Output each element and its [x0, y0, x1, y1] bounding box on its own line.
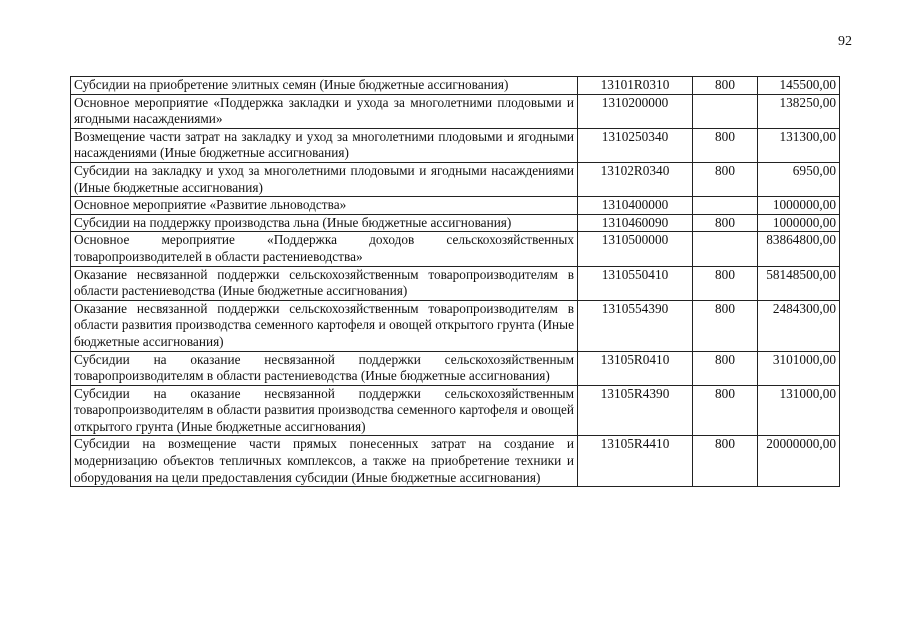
- row-code: 1310554390: [578, 300, 693, 351]
- row-name: Оказание несвязанной поддержки сельскохозяйственным товаропроизводителям в области растениеводства (Иные бюджетные ассигнования): [71, 266, 578, 300]
- row-name: Основное мероприятие «Поддержка закладки и ухода за многолетними плодовыми и ягодными насаждениями»: [71, 94, 578, 128]
- row-amount: 1000000,00: [758, 197, 840, 215]
- row-code: 1310400000: [578, 197, 693, 215]
- page-number: 92: [838, 34, 852, 49]
- row-expense-type: 800: [693, 436, 758, 487]
- table-row: [71, 128, 840, 162]
- row-name: Основное мероприятие «Развитие льноводства»: [71, 197, 578, 215]
- row-amount: 131000,00: [758, 385, 840, 436]
- table-row: [71, 197, 840, 215]
- row-expense-type: [693, 94, 758, 128]
- row-name: Субсидии на оказание несвязанной поддержки сельскохозяйственным товаропроизводителям в области растениеводства (Иные бюджетные ассигнования): [71, 351, 578, 385]
- table-row: [71, 94, 840, 128]
- row-code: 13101R0310: [578, 77, 693, 95]
- row-code: 13105R0410: [578, 351, 693, 385]
- row-amount: 2484300,00: [758, 300, 840, 351]
- row-code: 1310460090: [578, 214, 693, 232]
- row-amount: 145500,00: [758, 77, 840, 95]
- table-row: [71, 385, 840, 436]
- row-name: Субсидии на оказание несвязанной поддержки сельскохозяйственным товаропроизводителям в области развития производства семенного картофеля и овощей открытого грунта (Иные бюджетные ассигнования): [71, 385, 578, 436]
- row-name: Возмещение части затрат на закладку и уход за многолетними плодовыми и ягодными насаждениями (Иные бюджетные ассигнования): [71, 128, 578, 162]
- row-expense-type: 800: [693, 266, 758, 300]
- row-code: 1310250340: [578, 128, 693, 162]
- row-code: 13105R4390: [578, 385, 693, 436]
- row-name: Субсидии на закладку и уход за многолетними плодовыми и ягодными насаждениями (Иные бюджетные ассигнования): [71, 162, 578, 196]
- table-row: [71, 162, 840, 196]
- row-expense-type: 800: [693, 351, 758, 385]
- table-row: [71, 266, 840, 300]
- row-code: 13102R0340: [578, 162, 693, 196]
- row-expense-type: 800: [693, 128, 758, 162]
- row-amount: 131300,00: [758, 128, 840, 162]
- row-amount: 58148500,00: [758, 266, 840, 300]
- row-expense-type: 800: [693, 385, 758, 436]
- row-name: Субсидии на возмещение части прямых понесенных затрат на создание и модернизацию объектов тепличных комплексов, а также на приобретение техники и оборудования на цели предоставления субсидии (Иные бюджетные ассигнования): [71, 436, 578, 487]
- row-amount: 1000000,00: [758, 214, 840, 232]
- row-expense-type: 800: [693, 214, 758, 232]
- budget-table: [70, 76, 840, 487]
- table-row: [71, 436, 840, 487]
- table-row: [71, 300, 840, 351]
- row-amount: 6950,00: [758, 162, 840, 196]
- row-expense-type: [693, 232, 758, 266]
- row-name: Основное мероприятие «Поддержка доходов сельскохозяйственных товаропроизводителей в области растениеводства»: [71, 232, 578, 266]
- row-name: Субсидии на поддержку производства льна (Иные бюджетные ассигнования): [71, 214, 578, 232]
- row-expense-type: [693, 197, 758, 215]
- row-code: 1310200000: [578, 94, 693, 128]
- row-amount: 3101000,00: [758, 351, 840, 385]
- row-amount: 83864800,00: [758, 232, 840, 266]
- row-expense-type: 800: [693, 77, 758, 95]
- table-row: [71, 214, 840, 232]
- row-expense-type: 800: [693, 162, 758, 196]
- row-code: 1310550410: [578, 266, 693, 300]
- row-amount: 138250,00: [758, 94, 840, 128]
- row-name: Субсидии на приобретение элитных семян (Иные бюджетные ассигнования): [71, 77, 578, 95]
- row-code: 1310500000: [578, 232, 693, 266]
- row-expense-type: 800: [693, 300, 758, 351]
- table-row: [71, 77, 840, 95]
- row-amount: 20000000,00: [758, 436, 840, 487]
- table-row: [71, 232, 840, 266]
- table-row: [71, 351, 840, 385]
- row-name: Оказание несвязанной поддержки сельскохозяйственным товаропроизводителям в области развития производства семенного картофеля и овощей открытого грунта (Иные бюджетные ассигнования): [71, 300, 578, 351]
- row-code: 13105R4410: [578, 436, 693, 487]
